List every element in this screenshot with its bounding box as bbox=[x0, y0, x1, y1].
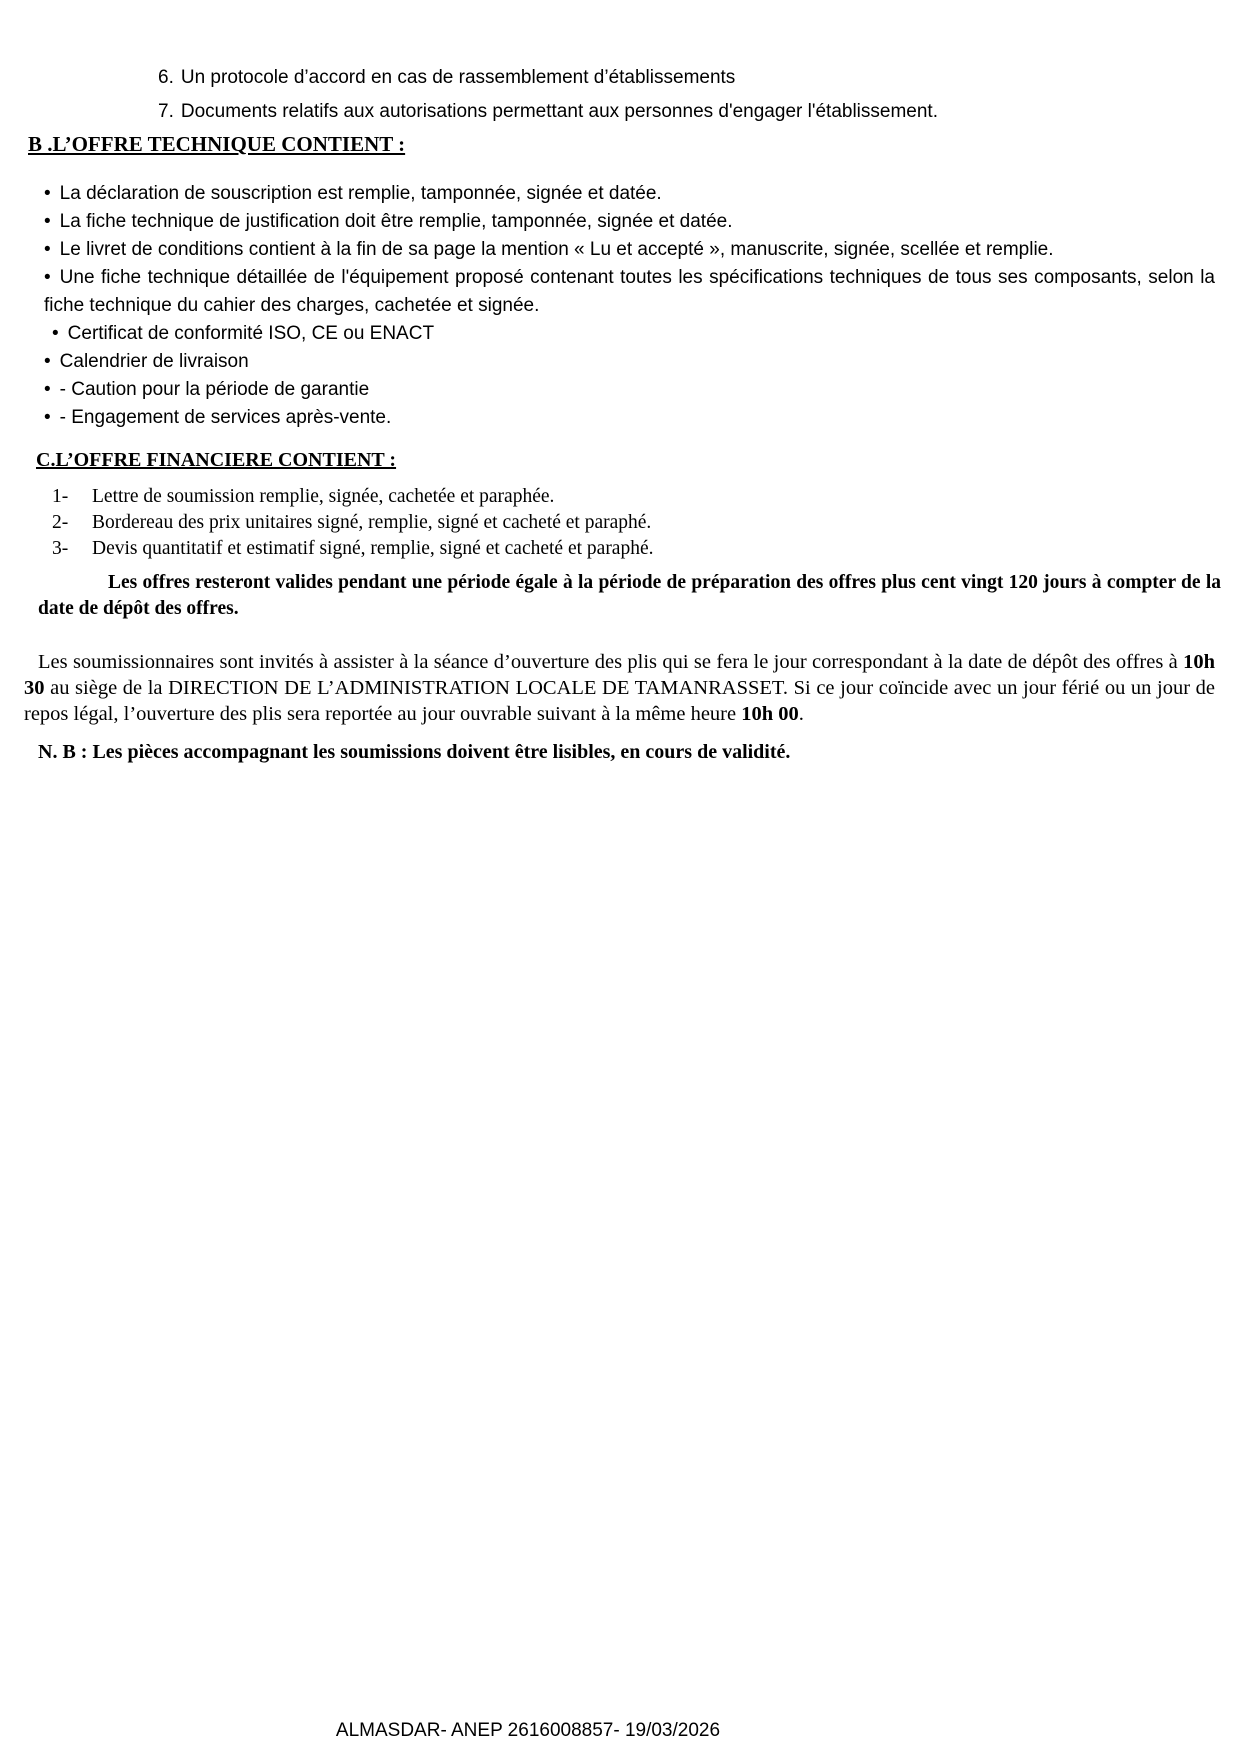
item-number: 1- bbox=[52, 486, 69, 507]
technical-offer-list bbox=[28, 180, 1215, 432]
item-text: - Engagement de services après-vente. bbox=[59, 407, 392, 428]
list-item bbox=[44, 236, 1215, 264]
list-item bbox=[44, 208, 1215, 236]
bullet-icon: • bbox=[52, 323, 59, 344]
list-item bbox=[52, 484, 1215, 510]
nb-note: N. B : Les pièces accompagnant les soumissions doivent être lisibles, en cours de validité. bbox=[38, 741, 791, 763]
item-text: Documents relatifs aux autorisations permettant aux personnes d'engager l'établissement. bbox=[180, 101, 938, 122]
section-c-heading: C.L’OFFRE FINANCIERE CONTIENT : bbox=[36, 449, 397, 471]
list-item bbox=[52, 320, 1215, 348]
bullet-icon: • bbox=[44, 211, 51, 232]
opening-session-paragraph: Les soumissionnaires sont invités à assister à la séance d’ouverture des plis qui se fera le jour correspondant à la date de dépôt des offres à 10h 30 au siège de la DIRECTION DE L’ADMINISTRATION LOCALE DE TAMANRASSET. Si ce jour coïncide avec un jour férié ou un jour de repos légal, l’ouverture des plis sera reportée au jour ouvrable suivant à la même heure 10h 00. bbox=[24, 651, 1215, 725]
item-text: Calendrier de livraison bbox=[59, 351, 249, 372]
item-text: - Caution pour la période de garantie bbox=[59, 379, 370, 400]
item-text: Certificat de conformité ISO, CE ou ENACT bbox=[67, 323, 435, 344]
item-number: 3- bbox=[52, 538, 69, 559]
item-number: 2- bbox=[52, 512, 69, 533]
list-item bbox=[158, 64, 1215, 91]
bullet-icon: • bbox=[44, 351, 51, 372]
list-item bbox=[158, 98, 1215, 125]
footer-reference: ALMASDAR- ANEP 2616008857- 19/03/2026 bbox=[335, 1720, 721, 1741]
preliminary-items bbox=[158, 64, 1215, 125]
item-text: Une fiche technique détaillée de l'équipement proposé contenant toutes les spécifications techniques de tous ses composants, selon la fiche technique du cahier des charges, cachetée et signée. bbox=[44, 267, 1215, 316]
list-item bbox=[44, 376, 1215, 404]
item-number: 6. bbox=[158, 67, 174, 88]
item-text: Lettre de soumission remplie, signée, cachetée et paraphée. bbox=[92, 486, 555, 507]
item-text: La fiche technique de justification doit être remplie, tamponnée, signée et datée. bbox=[59, 211, 733, 232]
section-b-heading: B .L’OFFRE TECHNIQUE CONTIENT : bbox=[28, 132, 406, 156]
bullet-icon: • bbox=[44, 407, 51, 428]
bullet-icon: • bbox=[44, 239, 51, 260]
list-item bbox=[44, 180, 1215, 208]
list-item bbox=[44, 264, 1215, 320]
list-item bbox=[52, 536, 1215, 562]
financial-offer-list bbox=[28, 484, 1215, 562]
list-item bbox=[44, 404, 1215, 432]
item-text: Bordereau des prix unitaires signé, remplie, signé et cacheté et paraphé. bbox=[92, 512, 652, 533]
item-number: 7. bbox=[158, 101, 174, 122]
bullet-icon: • bbox=[44, 183, 51, 204]
item-text: Le livret de conditions contient à la fin de sa page la mention « Lu et accepté », manuscrite, signée, scellée et remplie. bbox=[59, 239, 1054, 260]
bullet-icon: • bbox=[44, 267, 51, 288]
item-text: La déclaration de souscription est remplie, tamponnée, signée et datée. bbox=[59, 183, 662, 204]
list-item bbox=[44, 348, 1215, 376]
list-item bbox=[52, 510, 1215, 536]
offer-validity-paragraph: Les offres resteront valides pendant une période égale à la période de préparation des offres plus cent vingt 120 jours à compter de la date de dépôt des offres. bbox=[38, 572, 1221, 619]
bullet-icon: • bbox=[44, 379, 51, 400]
item-text: Un protocole d’accord en cas de rassemblement d’établissements bbox=[180, 67, 736, 88]
item-text: Devis quantitatif et estimatif signé, remplie, signé et cacheté et paraphé. bbox=[92, 538, 654, 559]
